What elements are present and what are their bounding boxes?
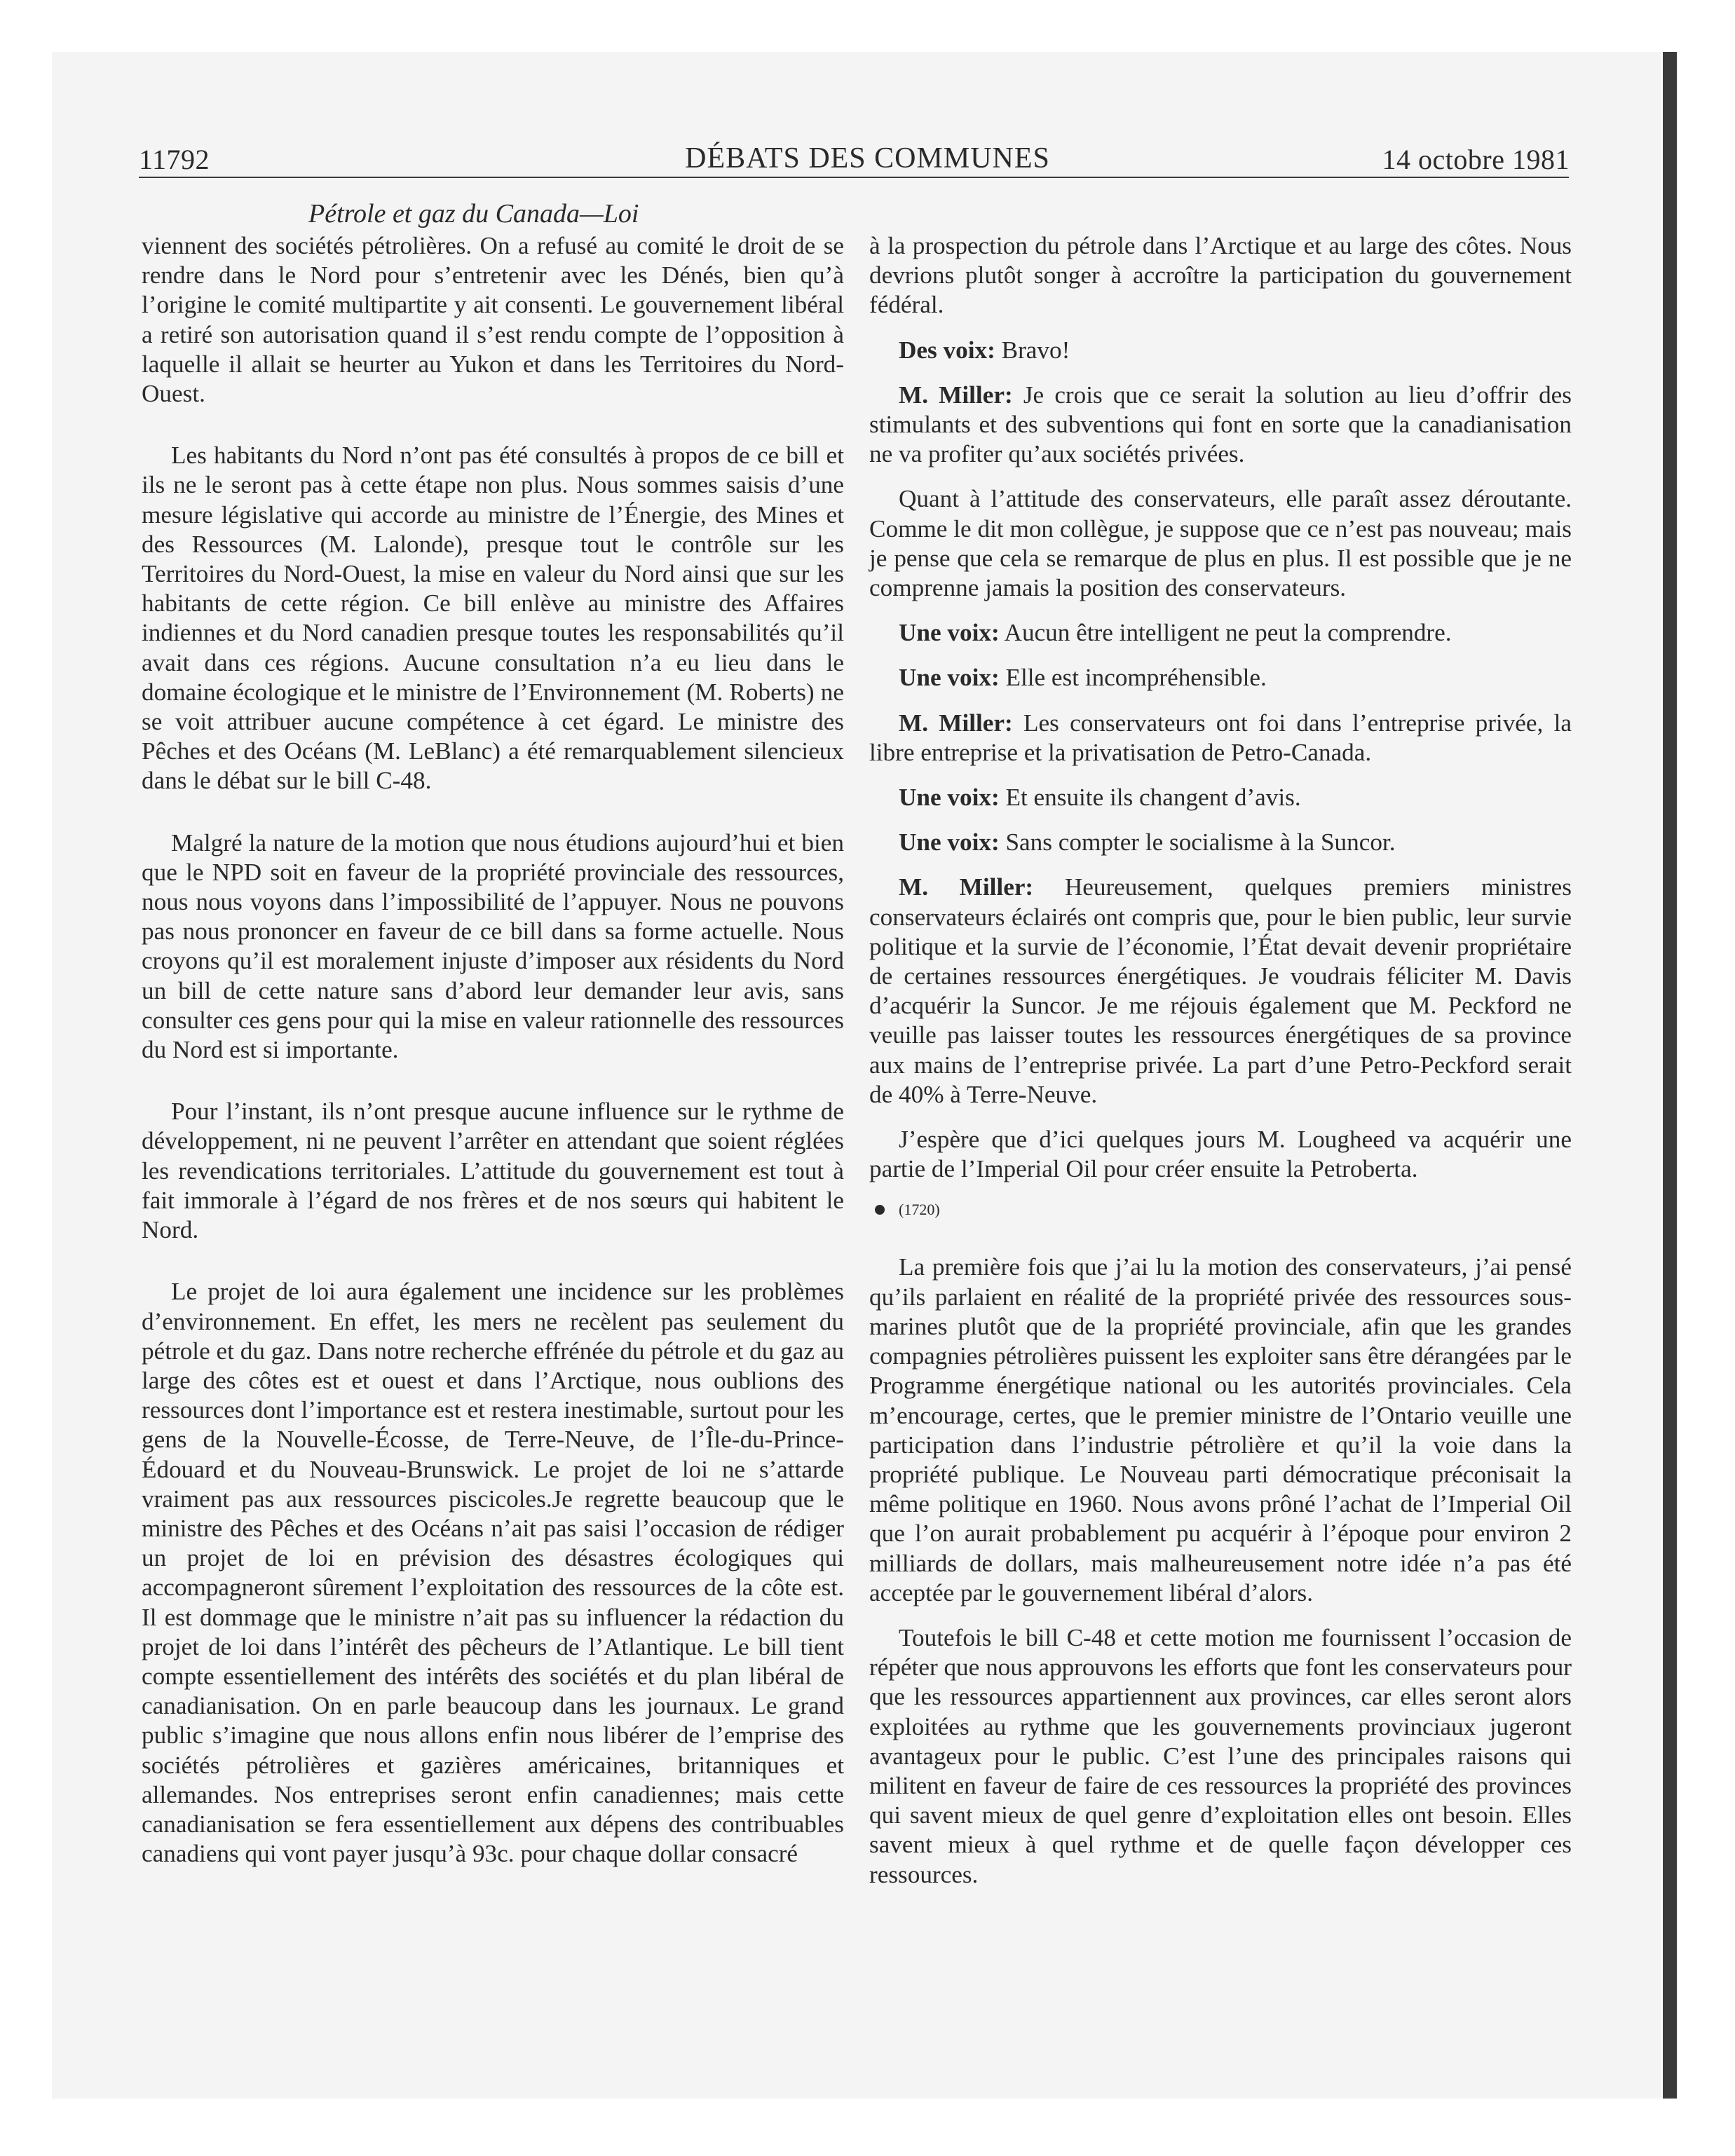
speaker-name: Une voix: xyxy=(899,784,1000,812)
paragraph: Malgré la nature de la motion que nous étudions aujourd’hui et bien que le NPD soit en faveur de la propriété provinciale des ressources, nous nous voyons dans l’impossibilité de l’appuyer. Nous ne pouvons pas nous prononcer en faveur de ce bill dans sa forme actuelle. Nous croyons qu’il est moralement injuste d’imposer aux résidents du Nord un bill de cette nature sans d’abord leur demander leur avis, sans consulter ces gens pour qui la mise en valeur rationnelle des ressources du Nord est si importante. xyxy=(142,828,844,1064)
speech xyxy=(869,709,1572,767)
speech-text: Les conservateurs ont foi dans l’entreprise privée, la libre entreprise et la privatisation de Petro-Canada. xyxy=(869,709,1572,766)
speaker-name: M. Miller: xyxy=(899,381,1013,409)
speaker-name: Une voix: xyxy=(899,619,1000,647)
paragraph: viennent des sociétés pétrolières. On a refusé au comité le droit de se rendre dans le Nord pour s’entretenir avec les Dénés, bien qu’à l’origine le comité multipartite y ait consenti. Le gouvernement libéral a retiré son autorisation quand il s’est rendu compte de l’opposition à laquelle il allait se heurter au Yukon et dans les Territoires du Nord-Ouest. xyxy=(142,232,844,408)
header-rule xyxy=(139,177,1569,178)
speaker-name: Une voix: xyxy=(899,664,1000,692)
time-marker xyxy=(869,1199,1572,1220)
paragraph: Le projet de loi aura également une incidence sur les problèmes d’environnement. En effet, les mers ne recèlent pas seulement du pétrole et du gaz. Dans notre recherche effrénée du pétrole et du gaz au large des côtes est et ouest et dans l’Arctique, nous oublions des ressources dont l’importance est et restera inestimable, surtout pour les gens de la Nouvelle-Écosse, de Terre-Neuve, de l’Île-du-Prince-Édouard et du Nouveau-Brunswick. Le projet de loi ne s’attarde vraiment pas aux ressources piscicoles.Je regrette beaucoup que le ministre des Pêches et des Océans n’ait pas saisi l’occasion de rédiger un projet de loi en prévision des désastres écologiques qui accompagneront sûrement l’exploitation des ressources de la côte est. Il est dommage que le ministre n’ait pas su influencer la rédaction du projet de loi dans l’intérêt des pêcheurs de l’Atlantique. Le bill tient compte essentiellement des intérêts des sociétés et du plan libéral de canadianisation. On en parle beaucoup dans les journaux. Le grand public s’imagine que nous allons enfin nous libérer de l’emprise des sociétés pétrolières et gazières américaines, britanniques et allemandes. Nos entreprises seront enfin canadiennes; mais cette canadianisation se fera essentiellement aux dépens des contribuables canadiens qui vont payer jusqu’à 93c. pour chaque dollar consacré xyxy=(142,1278,844,1868)
speech-text: Bravo! xyxy=(1001,336,1070,364)
speech xyxy=(869,873,1572,1110)
paragraph: à la prospection du pétrole dans l’Arctique et au large des côtes. Nous devrions plutôt songer à accroître la participation du gouvernement fédéral. xyxy=(869,232,1572,319)
speech xyxy=(869,828,1572,857)
paragraph: Toutefois le bill C-48 et cette motion me fournissent l’occasion de répéter que nous approuvons les efforts que font les conservateurs pour que les ressources appartiennent aux provinces, car elles seront alors exploitées au rythme que les gouvernements provinciaux jugeront avantageux pour le public. C’est l’une des principales raisons qui militent en faveur de faire de ces ressources la propriété des provinces qui savent mieux de quel genre d’exploitation elles ont besoin. Elles savent mieux à quel rythme et de quelle façon développer ces ressources. xyxy=(869,1623,1572,1888)
speech xyxy=(869,783,1572,812)
paragraph: Pour l’instant, ils n’ont presque aucune influence sur le rythme de développement, ni ne peuvent l’arrêter en attendant que soient réglées les revendications territoriales. L’attitude du gouvernement est tout à fait immorale à l’égard de nos frères et de nos sœurs qui habitent le Nord. xyxy=(142,1098,844,1244)
scan-edge-shadow xyxy=(1663,52,1677,2099)
bullet-icon xyxy=(875,1205,885,1215)
time-marker-text: (1720) xyxy=(899,1201,940,1219)
speaker-name: Une voix: xyxy=(899,828,1000,857)
right-column xyxy=(869,231,1572,1905)
speech-text: Aucun être intelligent ne peut la comprendre. xyxy=(1004,619,1452,647)
speech xyxy=(869,663,1572,692)
speech-text: Sans compter le socialisme à la Suncor. xyxy=(1005,828,1396,857)
speaker-name: M. Miller: xyxy=(899,709,1013,737)
speech xyxy=(869,381,1572,470)
page-date: 14 octobre 1981 xyxy=(1382,144,1570,175)
speech-text: Et ensuite ils changent d’avis. xyxy=(1005,784,1301,812)
running-title: Pétrole et gaz du Canada—Loi xyxy=(308,199,639,228)
paragraph: La première fois que j’ai lu la motion des conservateurs, j’ai pensé qu’ils parlaient en réalité de la propriété privée des ressources sous-marines plutôt que de la propriété provinciale, afin que les grandes compagnies pétrolières puissent les exploiter sans être dérangées par le Programme énergétique national ou les autorités provinciales. Cela m’encourage, certes, que le premier ministre de l’Ontario veuille une participation dans l’industrie pétrolière et qu’il la voie dans la propriété publique. Le Nouveau parti démocratique préconisait la même politique en 1960. Nous avons prôné l’achat de l’Imperial Oil que l’on aurait probablement pu acquérir à l’époque pour environ 2 milliards de dollars, mais malheureusement notre idée n’a pas été acceptée par le gouvernement libéral d’alors. xyxy=(869,1253,1572,1606)
left-column xyxy=(142,231,844,1884)
speech-text: Elle est incompréhensible. xyxy=(1005,664,1267,692)
paragraph: Quant à l’attitude des conservateurs, elle paraît assez déroutante. Comme le dit mon collègue, je suppose que ce n’est pas nouveau; mais je pense que cela se remarque de plus en plus. Il est possible que je ne comprenne jamais la position des conservateurs. xyxy=(869,485,1572,602)
speech-text: Heureusement, quelques premiers ministres conservateurs éclairés ont compris que, pour le bien public, leur survie politique et la survie de l’économie, l’État devait devenir propriétaire de certaines ressources énergétiques. Je voudrais féliciter M. Davis d’acquérir la Suncor. Je me réjouis également que M. Peckford ne veuille pas laisser toutes les ressources énergétiques de sa province aux mains de l’entreprise privée. La part d’une Petro-Peckford serait de 40% à Terre-Neuve. xyxy=(869,873,1572,1108)
speaker-name: Des voix: xyxy=(899,336,995,364)
speech xyxy=(869,336,1572,365)
speech-text: Je crois que ce serait la solution au lieu d’offrir des stimulants et des subventions qui font en sorte que la canadianisation ne va profiter qu’aux sociétés privées. xyxy=(869,381,1572,468)
page-number: 11792 xyxy=(139,144,210,175)
speaker-name: M. Miller: xyxy=(899,873,1034,901)
page-title: DÉBATS DES COMMUNES xyxy=(685,142,1050,175)
paragraph: J’espère que d’ici quelques jours M. Lougheed va acquérir une partie de l’Imperial Oil pour créer ensuite la Petroberta. xyxy=(869,1126,1572,1183)
speech xyxy=(869,618,1572,648)
paragraph: Les habitants du Nord n’ont pas été consultés à propos de ce bill et ils ne le seront pas à cette étape non plus. Nous sommes saisis d’une mesure législative qui accorde au ministre de l’Énergie, des Mines et des Ressources (M. Lalonde), presque tout le contrôle sur les Territoires du Nord-Ouest, la mise en valeur du Nord ainsi que sur les habitants de cette région. Ce bill enlève au ministre des Affaires indiennes et du Nord canadien presque toutes les responsabilités qu’il avait dans ces régions. Aucune consultation n’a eu lieu dans le domaine écologique et le ministre de l’Environnement (M. Roberts) ne se voit attribuer aucune compétence à cet égard. Le ministre des Pêches et des Océans (M. LeBlanc) a été remarquablement silencieux dans le débat sur le bill C-48. xyxy=(142,442,844,795)
